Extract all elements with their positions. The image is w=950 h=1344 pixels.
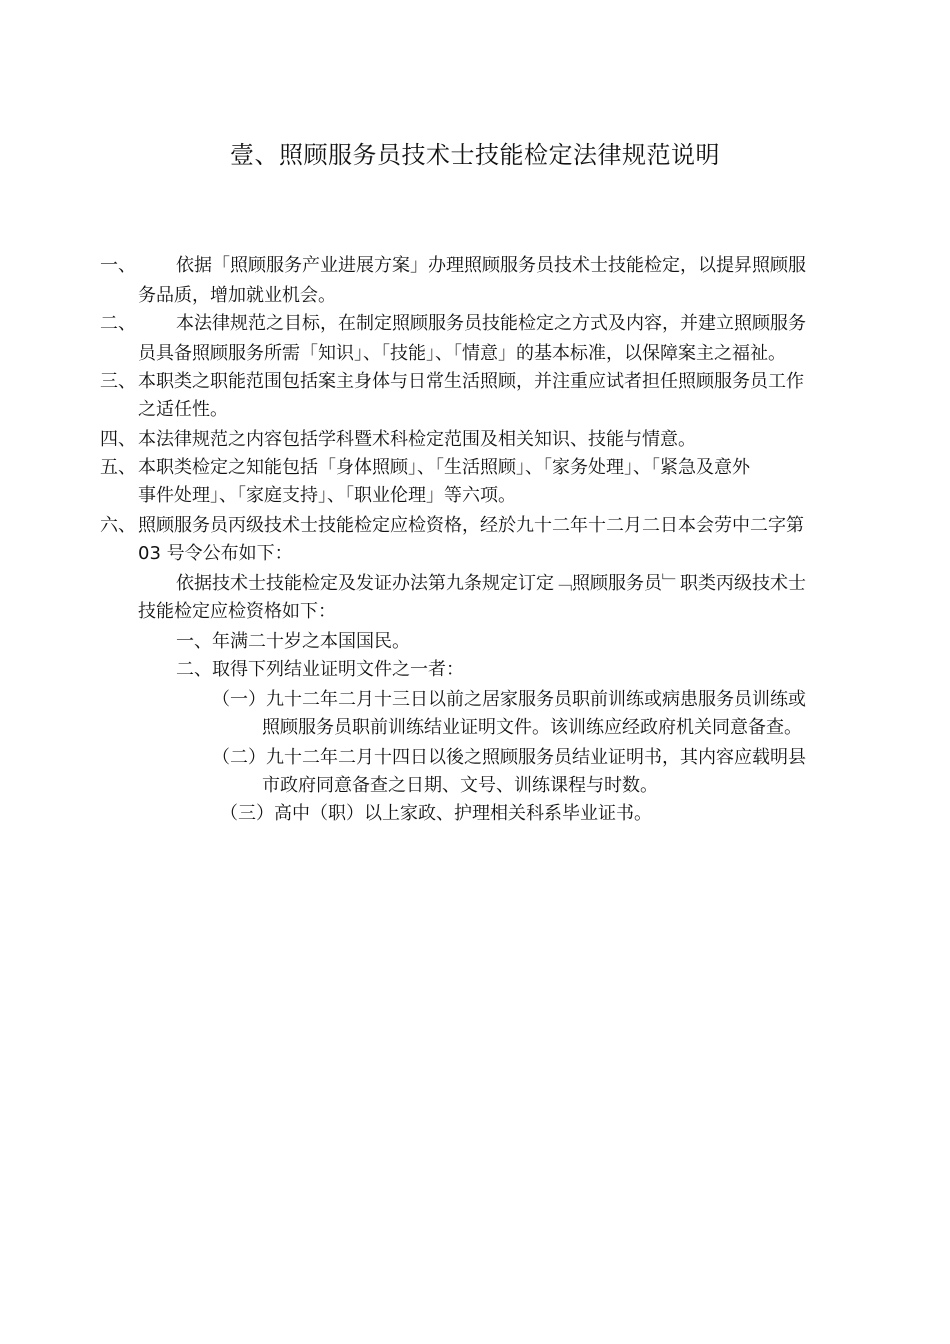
subitem-3-line-1: （三）高中（职）以上家政、护理相关科系毕业证书。 — [220, 803, 652, 824]
item-1-line-2: 务品质，增加就业机会。 — [138, 285, 336, 306]
item-1-line-1: 依据「照顾服务产业进展方案」办理照顾服务员技术士技能检定，以提昇照顾服 — [176, 255, 806, 276]
item-6-line-2: 03 号令公布如下： — [138, 543, 293, 564]
quote-line-1: 依据技术士技能检定及发证办法第九条规定订定﹁照顾服务员﹂职类丙级技术士 — [176, 573, 806, 594]
subitem-1-line-2: 照顾服务员职前训练结业证明文件。该训练应经政府机关同意备查。 — [262, 717, 802, 738]
item-2-line-2: 员具备照顾服务所需「知识」、「技能」、「情意」的基本标准，以保障案主之福祉。 — [138, 343, 786, 364]
quote-condition-2: 二、取得下列结业证明文件之一者： — [176, 659, 464, 680]
item-5-line-2: 事件处理」、「家庭支持」、「职业伦理」等六项。 — [138, 485, 516, 506]
item-3-line-1: 本职类之职能范围包括案主身体与日常生活照顾，并注重应试者担任照顾服务员工作 — [138, 371, 804, 392]
item-3-line-2: 之适任性。 — [138, 399, 228, 420]
subitem-2-line-2: 市政府同意备查之日期、文号、训练课程与时数。 — [262, 775, 658, 796]
subitem-1-line-1: （一）九十二年二月十三日以前之居家服务员职前训练或病患服务员训练或 — [212, 689, 806, 710]
item-5-line-1: 本职类检定之知能包括「身体照顾」、「生活照顾」、「家务处理」、「紧急及意外 — [138, 457, 750, 478]
item-6-number: 六、 — [100, 515, 136, 536]
item-6-line-1: 照顾服务员丙级技术士技能检定应检资格，经於九十二年十二月二日本会劳中二字第 — [138, 515, 804, 536]
item-2-number: 二、 — [100, 313, 136, 334]
quote-line-2: 技能检定应检资格如下： — [138, 601, 336, 622]
item-1-number: 一、 — [100, 255, 136, 276]
document-title: 壹、照顾服务员技术士技能检定法律规范说明 — [230, 141, 720, 169]
subitem-2-line-1: （二）九十二年二月十四日以後之照顾服务员结业证明书，其内容应载明县 — [212, 747, 806, 768]
item-4-line-1: 本法律规范之内容包括学科暨术科检定范围及相关知识、技能与情意。 — [138, 429, 696, 450]
item-4-number: 四、 — [100, 429, 136, 450]
quote-condition-1: 一、年满二十岁之本国国民。 — [176, 631, 410, 652]
item-2-line-1: 本法律规范之目标，在制定照顾服务员技能检定之方式及内容，并建立照顾服务 — [176, 313, 806, 334]
item-5-number: 五、 — [100, 457, 136, 478]
item-3-number: 三、 — [100, 371, 136, 392]
